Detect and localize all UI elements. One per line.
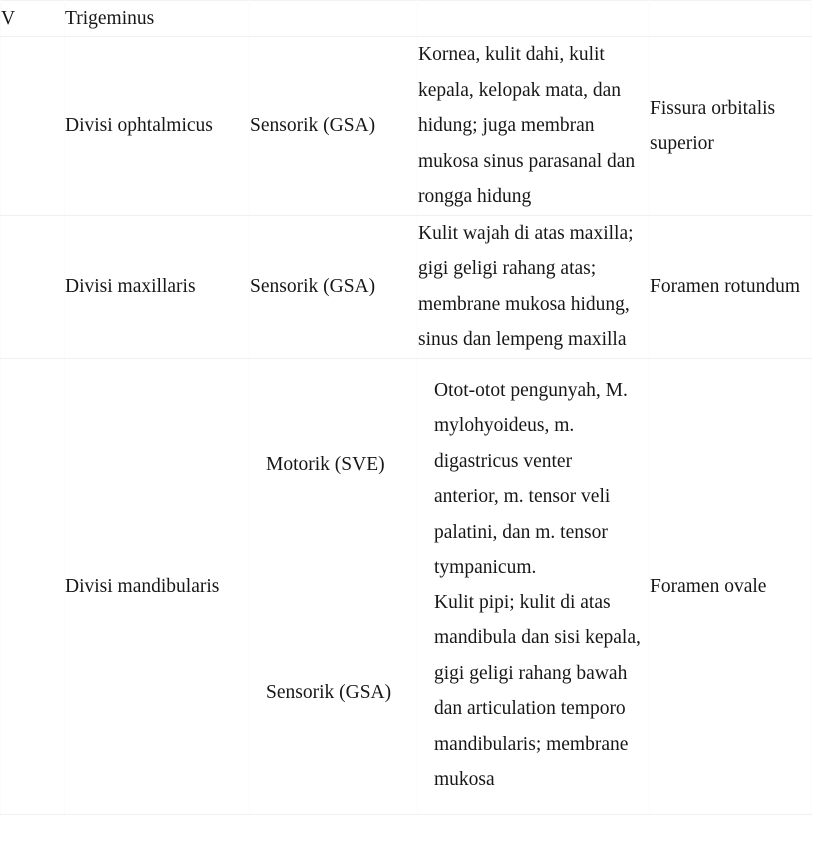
division-type: Sensorik (GSA): [250, 37, 418, 215]
division-distribution: Kornea, kulit dahi, kulit kepala, kelopak mata, dan hidung; juga membran mukosa sinus parasanal dan rongga hidung: [418, 37, 650, 215]
nerve-number: V: [1, 1, 65, 37]
division-type: Sensorik (GSA): [250, 215, 418, 358]
subrow-motor-distribution: Otot-otot pengunyah, M. mylohyoideus, m. digastricus venter anterior, m. tensor veli palatini, dan m. tensor tympanicum.: [434, 379, 628, 579]
subrow-sensory-distribution: Kulit pipi; kulit di atas mandibula dan sisi kepala, gigi geligi rahang bawah dan articulation temporo mandibularis; membrane mukosa: [434, 591, 641, 791]
nerve-distribution-empty: [418, 1, 650, 37]
subrow-sensory-type: Sensorik (GSA): [266, 681, 392, 703]
table-row: [1, 358, 812, 814]
subrow-motor-type: Motorik (SVE): [266, 454, 385, 476]
row-number-blank: [1, 358, 65, 814]
division-distribution: Kulit wajah di atas maxilla; gigi geligi rahang atas; membrane mukosa hidung, sinus dan lempeng maxilla: [418, 215, 650, 358]
division-type-group: [250, 358, 418, 814]
nerve-foramen-empty: [650, 1, 812, 37]
nerve-name: Trigeminus: [65, 1, 250, 37]
division-distribution-group: [418, 358, 650, 814]
table-row-nerve-heading: [1, 1, 812, 37]
division-name: Divisi maxillaris: [65, 215, 250, 358]
division-name: Divisi mandibularis: [65, 358, 250, 814]
row-number-blank: [1, 37, 65, 215]
subrow-motor: [250, 359, 417, 571]
subrow-sensory: [250, 571, 417, 814]
division-name: Divisi ophtalmicus: [65, 37, 250, 215]
division-foramen: Fissura orbitalis superior: [650, 37, 812, 215]
nerve-type-empty: [250, 1, 418, 37]
division-foramen: Foramen ovale: [650, 358, 812, 814]
table-row: [1, 37, 812, 215]
division-foramen: Foramen rotundum: [650, 215, 812, 358]
table-row: [1, 215, 812, 358]
row-number-blank: [1, 215, 65, 358]
